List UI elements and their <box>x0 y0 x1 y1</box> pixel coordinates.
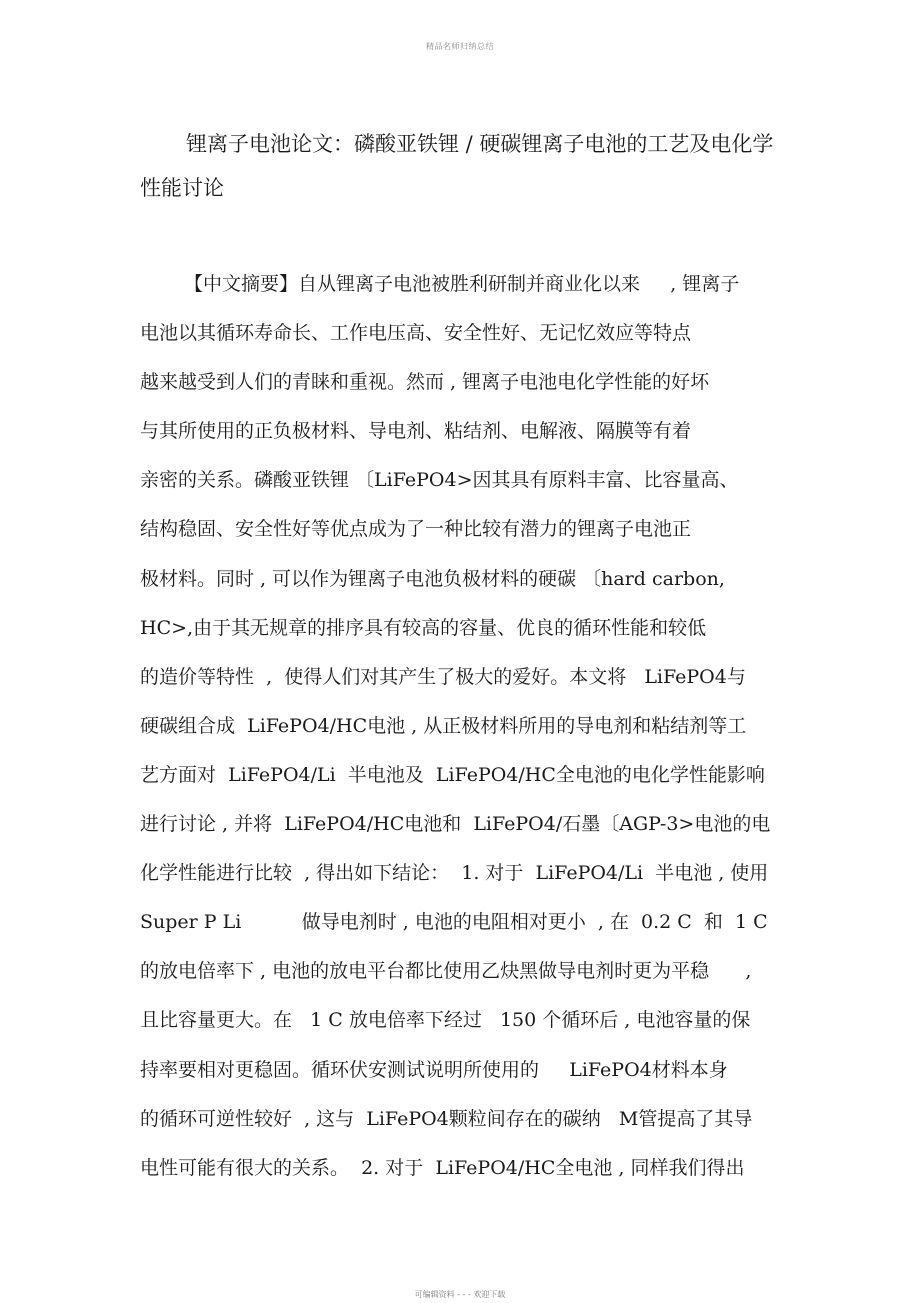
abstract-line: 的循环可逆性较好 , 这与 LiFePO4颗粒间存在的碳纳 M管提高了其导 <box>140 1107 753 1130</box>
abstract-line: 【中文摘要】自从锂离子电池被胜利研制并商业化以来 , 锂离子 <box>184 273 740 295</box>
abstract-line: 越来越受到人们的青睐和重视。然而 , 锂离子电池电化学性能的好坏 <box>140 371 710 394</box>
abstract-line: 持率要相对更稳固。循环伏安测试说明所使用的 LiFePO4材料本身 <box>140 1058 728 1081</box>
abstract-line: 进行讨论 , 并将 LiFePO4/HC电池和 LiFePO4/石墨〔AGP-3>电池的电 <box>140 813 771 836</box>
abstract-line: 艺方面对 LiFePO4/Li 半电池及 LiFePO4/HC全电池的电化学性能影响 <box>140 763 765 786</box>
abstract-line: 且比容量更大。在 1 C 放电倍率下经过 150 个循环后 , 电池容量的保 <box>140 1009 751 1032</box>
abstract-body <box>140 264 790 1197</box>
abstract-line: 电性可能有很大的关系。 2. 对于 LiFePO4/HC全电池 , 同样我们得出 <box>140 1156 745 1179</box>
abstract-line: 与其所使用的正负极材料、导电剂、粘结剂、电解液、隔膜等有着 <box>140 420 692 443</box>
abstract-line: HC>,由于其无规章的排序具有较高的容量、优良的循环性能和较低 <box>140 616 707 639</box>
abstract-line: 的造价等特性 , 使得人们对其产生了极大的爱好。本文将 LiFePO4与 <box>140 665 746 688</box>
abstract-line: 亲密的关系。磷酸亚铁锂 〔LiFePO4>因其具有原料丰富、比容量高、 <box>140 469 739 492</box>
abstract-line: 极材料。同时 , 可以作为锂离子电池负极材料的硬碳 〔hard carbon, <box>140 567 725 590</box>
abstract-line: 化学性能进行比较 , 得出如下结论： 1. 对于 LiFePO4/Li 半电池 , 使用 <box>140 862 769 885</box>
document-title: 锂离子电池论文：磷酸亚铁锂 / 硬碳锂离子电池的工艺及电化学性能讨论 <box>140 132 774 200</box>
page-header: 精品名师归纳总结 <box>426 42 494 51</box>
abstract-line: 结构稳固、安全性好等优点成为了一种比较有潜力的锂离子电池正 <box>140 518 692 541</box>
abstract-line: 电池以其循环寿命长、工作电压高、安全性好、无记忆效应等特点 <box>140 322 692 345</box>
page-footer: 可编辑资料 - - - 欢迎下载 <box>414 1290 506 1299</box>
abstract-line: 硬碳组合成 LiFePO4/HC电池 , 从正极材料所用的导电剂和粘结剂等工 <box>140 714 747 737</box>
abstract-line: 的放电倍率下 , 电池的放电平台都比使用乙炔黑做导电剂时更为平稳 , <box>140 960 752 983</box>
abstract-line: Super P Li 做导电剂时 , 电池的电阻相对更小 , 在 0.2 C 和 1 C <box>140 911 768 934</box>
